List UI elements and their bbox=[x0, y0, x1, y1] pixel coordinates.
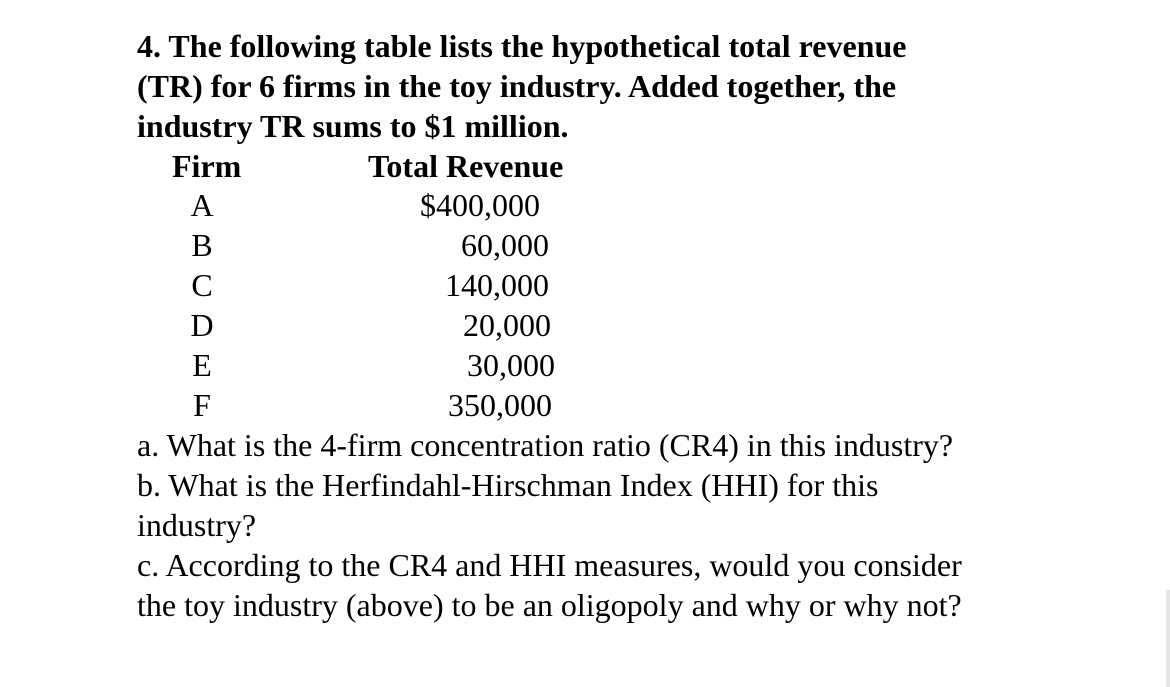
table-row bbox=[0, 265, 549, 305]
firm-cell: E bbox=[192, 347, 212, 383]
firm-cell: D bbox=[190, 307, 214, 343]
table-row bbox=[0, 225, 549, 265]
firm-cell: C bbox=[191, 267, 213, 303]
question-line: 4. The following table lists the hypothetical total revenue bbox=[137, 28, 907, 64]
firm-cell: A bbox=[190, 187, 214, 223]
sub-question-line: a. What is the 4-firm concentration ratio (CR4) in this industry? bbox=[137, 427, 954, 463]
revenue-cell: 20,000 bbox=[463, 307, 551, 343]
sub-questions bbox=[137, 425, 1037, 625]
firm-cell: F bbox=[193, 387, 211, 423]
revenue-cell: 140,000 bbox=[445, 267, 549, 303]
table-row bbox=[0, 305, 551, 345]
question-line: industry TR sums to $1 million. bbox=[137, 108, 569, 144]
question-line: (TR) for 6 firms in the toy industry. Added together, the bbox=[137, 68, 897, 104]
revenue-cell: 30,000 bbox=[467, 347, 555, 383]
table-row bbox=[0, 345, 555, 385]
sub-question-line: the toy industry (above) to be an oligopoly and why or why not? bbox=[137, 587, 962, 623]
firm-column-header: Firm bbox=[172, 148, 242, 184]
sub-question-line: c. According to the CR4 and HHI measures, would you consider bbox=[137, 547, 962, 583]
question-heading bbox=[137, 26, 1017, 146]
revenue-cell: 350,000 bbox=[448, 387, 552, 423]
edge-divider bbox=[1166, 590, 1170, 687]
table-row bbox=[0, 385, 552, 425]
revenue-cell: $400,000 bbox=[420, 187, 540, 223]
sub-question-line: industry? bbox=[137, 507, 257, 543]
table-row bbox=[0, 185, 540, 225]
revenue-cell: 60,000 bbox=[461, 227, 549, 263]
firm-cell: B bbox=[191, 227, 213, 263]
revenue-column-header: Total Revenue bbox=[368, 148, 564, 184]
sub-question-line: b. What is the Herfindahl-Hirschman Index (HHI) for this bbox=[137, 467, 879, 503]
